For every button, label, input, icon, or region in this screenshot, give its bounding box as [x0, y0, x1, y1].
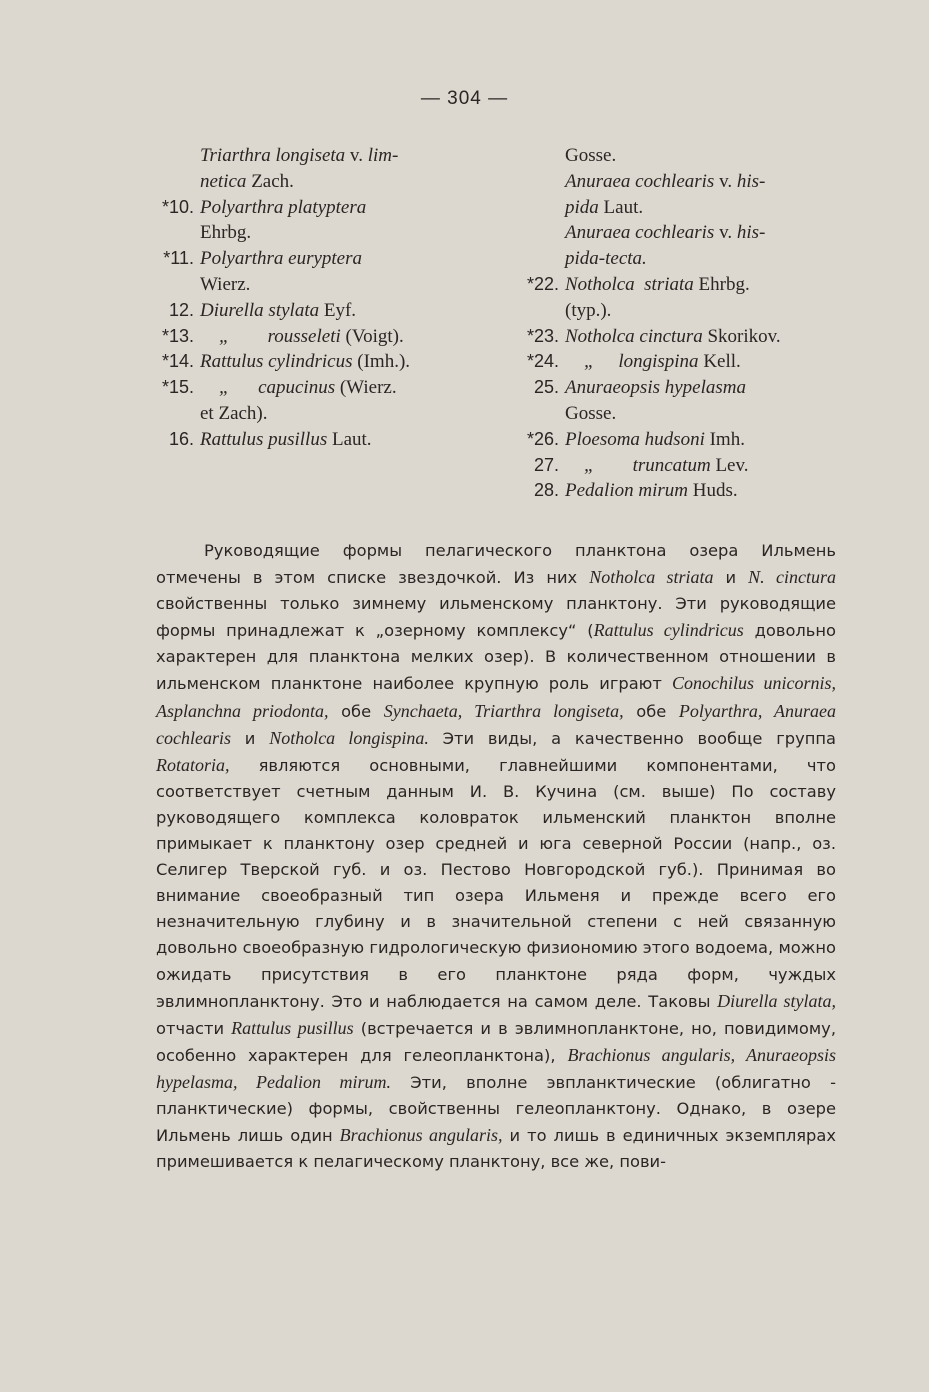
species-entry	[505, 220, 840, 246]
italic-taxon-name: Anuraea cochlearis	[565, 222, 715, 244]
text-span: (встречается и в эвлимнопланктоне, но, повидимому, особенно характерен для гелеопланктона),	[156, 1018, 836, 1065]
text-span: (typ.).	[565, 299, 612, 321]
italic-taxon-name: Rattulus cylindricus	[593, 620, 744, 641]
species-entry	[505, 246, 840, 272]
italic-taxon-name: Anuraea cochlearis	[565, 170, 715, 192]
entry-text	[565, 272, 840, 298]
entry-number	[505, 298, 565, 324]
italic-taxon-name: Pedalion mirum	[565, 480, 688, 502]
entry-text	[200, 401, 475, 427]
italic-taxon-name: netica	[200, 170, 247, 192]
entry-text	[565, 401, 840, 427]
entry-number	[505, 246, 565, 272]
italic-taxon-name: Polyarthra platyptera	[200, 196, 367, 218]
text-span: (Voigt).	[340, 325, 404, 347]
italic-taxon-name: Notholca cinctura	[565, 325, 703, 347]
text-span: Eyf.	[319, 299, 357, 321]
entry-number	[140, 143, 200, 169]
species-entry	[140, 246, 475, 272]
text-span: Imh.	[704, 428, 745, 450]
italic-taxon-name: „ rousseleti	[200, 325, 341, 347]
entry-number: *15.	[161, 377, 194, 398]
text-span: v.	[714, 222, 737, 244]
entry-number: 16.	[168, 428, 194, 449]
entry-text	[565, 143, 840, 169]
entry-text	[200, 143, 475, 169]
text-span: обе	[623, 701, 679, 721]
text-span: Gosse.	[565, 145, 617, 166]
text-span: v.	[345, 145, 368, 166]
entry-number: *14.	[161, 351, 194, 372]
entry-number	[140, 401, 200, 427]
entry-number	[140, 169, 200, 195]
species-entry	[505, 298, 840, 324]
italic-taxon-name: his-	[736, 170, 766, 192]
italic-taxon-name: Conochilus unicornis, Asplanchna priodonta,	[156, 673, 836, 721]
text-span: (Wierz.	[335, 377, 397, 399]
entry-text	[565, 375, 840, 401]
entry-number: *24.	[526, 351, 559, 372]
entry-text	[200, 375, 475, 401]
text-span: Laut.	[598, 196, 644, 218]
species-entry	[505, 349, 840, 375]
text-span: и	[230, 728, 270, 748]
species-entry	[505, 375, 840, 401]
entry-text	[565, 220, 840, 246]
text-span: Ehrbg.	[200, 222, 252, 244]
entry-text	[565, 298, 840, 324]
entry-number	[505, 401, 565, 427]
italic-taxon-name: his-	[736, 222, 766, 244]
text-span: свойственны только зимнему ильменскому планктону. Эти руководящие формы принадлежат к „озерному комплексу“ (	[156, 594, 836, 641]
entry-number: *10.	[161, 196, 194, 217]
entry-number	[140, 272, 200, 298]
text-span: Wierz.	[200, 273, 251, 295]
italic-taxon-name: Rattulus pusillus	[231, 1017, 354, 1038]
species-entry	[140, 349, 475, 375]
italic-taxon-name: Polyarthra euryptera	[200, 248, 363, 270]
entry-text	[565, 246, 840, 272]
entry-text	[565, 324, 840, 350]
entry-text	[565, 427, 840, 453]
italic-taxon-name: Notholca striata	[565, 273, 694, 295]
italic-taxon-name: Notholca striata	[589, 567, 714, 588]
species-entry	[140, 324, 475, 350]
text-span: v.	[714, 170, 737, 192]
text-span: Эти, вполне эвпланктические (облигатно - планктические) формы, свойственны гелеопланктону. Однако, в озере Ильмень лишь один	[156, 1072, 836, 1146]
body-paragraph	[156, 538, 836, 1175]
italic-taxon-name: „ longispina	[565, 351, 699, 373]
text-span: Huds.	[687, 480, 738, 502]
entry-number: *11.	[163, 248, 194, 269]
entry-number	[505, 169, 565, 195]
entry-text	[200, 324, 475, 350]
entry-number: *13.	[161, 325, 194, 346]
entry-text	[200, 220, 475, 246]
italic-taxon-name: pida-tecta.	[565, 248, 647, 270]
species-entry	[505, 453, 840, 479]
italic-taxon-name: Rattulus pusillus	[200, 428, 328, 450]
italic-taxon-name: Rattulus cylindricus	[200, 351, 353, 373]
species-entry	[505, 272, 840, 298]
species-entry	[505, 143, 840, 169]
text-span: Zach.	[246, 170, 294, 192]
entry-number: *22.	[526, 273, 559, 294]
entry-number: 25.	[533, 377, 559, 398]
species-entry	[140, 272, 475, 298]
text-span: Руководящие формы пелагического планктона озера Ильмень отмечены в этом списке звездочкой. Из них	[156, 541, 836, 588]
entry-number: *23.	[526, 325, 559, 346]
species-entry	[505, 324, 840, 350]
italic-taxon-name: pida	[565, 196, 599, 218]
italic-taxon-name: N. cinctura	[748, 567, 836, 588]
text-span: довольно характерен для планктона мелких озер). В количественном отношении в ильменском планктоне наиболее крупную роль играют	[156, 621, 837, 694]
italic-taxon-name: Brachionus angularis,	[339, 1125, 503, 1146]
italic-taxon-name: Rotatoria,	[156, 754, 230, 775]
text-span: Gosse.	[565, 402, 617, 424]
entry-text	[200, 349, 475, 375]
entry-text	[565, 478, 840, 504]
italic-taxon-name: Synchaeta, Triarthra longiseta,	[383, 700, 624, 721]
entry-number: 12.	[168, 299, 194, 320]
italic-taxon-name: „ capucinus	[200, 377, 336, 399]
entry-number: *26.	[526, 428, 559, 449]
entry-number	[505, 143, 565, 169]
text-span: Эти виды, а качественно вообще группа	[428, 728, 836, 748]
italic-taxon-name: Brachionus angularis, Anuraeopsis hypelasma, Pedalion mirum.	[156, 1044, 837, 1092]
species-entry	[140, 298, 475, 324]
text-span: Lev.	[710, 454, 749, 476]
text-span: отчасти	[156, 1018, 232, 1038]
entry-text	[565, 169, 840, 195]
species-entry	[505, 401, 840, 427]
species-entry	[505, 427, 840, 453]
italic-taxon-name: „ truncatum	[565, 454, 711, 476]
entry-text	[200, 195, 475, 221]
species-entry	[140, 375, 475, 401]
italic-taxon-name: Polyarthra, Anuraea cochlearis	[156, 700, 836, 748]
entry-text	[565, 349, 840, 375]
entry-text	[200, 169, 475, 195]
italic-taxon-name: Triarthra longiseta	[200, 145, 346, 166]
text-span: Skorikov.	[702, 325, 781, 347]
text-span: обе	[328, 701, 384, 721]
species-entry	[140, 143, 475, 169]
entry-number	[505, 220, 565, 246]
page-number: — 304 —	[420, 88, 509, 109]
italic-taxon-name: Ploesoma hudsoni	[565, 428, 705, 450]
entry-text	[565, 453, 840, 479]
entry-number: 27.	[533, 454, 559, 475]
species-entry	[505, 195, 840, 221]
species-list-right	[505, 143, 840, 504]
entry-text	[200, 427, 475, 453]
text-span: Laut.	[327, 428, 372, 450]
text-span: Kell.	[698, 351, 741, 373]
italic-taxon-name: lim-	[367, 145, 399, 166]
species-entry	[140, 401, 475, 427]
species-list-left	[140, 143, 475, 453]
text-span: являются основными, главнейшими компонентами, что соответствует счетным данным И. В. Кучина (см. выше) По составу руководящего комплекса коловраток ильменский планктон вполне примыкает к планктону озер средней и юга северной России (напр., оз. Селигер Тверской губ. и оз. Пестово Новгородской губ.). Принимая во внимание своеобразный тип озера Ильменя и прежде всего его незначительную глубину и в значительной степени с ней связанную довольно своеобразную гидрологическую физиономию этого водоема, можно ожидать присутствия в его планктоне ряда форм, чуждых эвлимнопланктону. Это и наблюдается на самом деле. Таковы	[156, 755, 836, 1011]
italic-taxon-name: Anuraeopsis hypelasma	[565, 377, 747, 399]
italic-taxon-name: Notholca longispina.	[269, 727, 429, 748]
entry-text	[200, 246, 475, 272]
text-span: et Zach).	[200, 402, 268, 424]
entry-number	[140, 220, 200, 246]
italic-taxon-name: Diurella stylata,	[717, 990, 837, 1011]
italic-taxon-name: Diurella stylata	[200, 299, 320, 321]
text-span: Ehrbg.	[693, 273, 750, 295]
text-span: и	[713, 568, 749, 588]
entry-text	[565, 195, 840, 221]
entry-text	[200, 272, 475, 298]
species-entry	[505, 478, 840, 504]
species-entry	[140, 427, 475, 453]
entry-number	[505, 195, 565, 221]
entry-number: 28.	[533, 480, 559, 501]
species-entry	[140, 220, 475, 246]
species-entry	[140, 169, 475, 195]
species-entry	[140, 195, 475, 221]
text-span: (Imh.).	[352, 351, 411, 373]
text-span: и то лишь в единичных экземплярах примешивается к пелагическому планктону, все же, пови-	[156, 1126, 837, 1172]
entry-text	[200, 298, 475, 324]
species-entry	[505, 169, 840, 195]
